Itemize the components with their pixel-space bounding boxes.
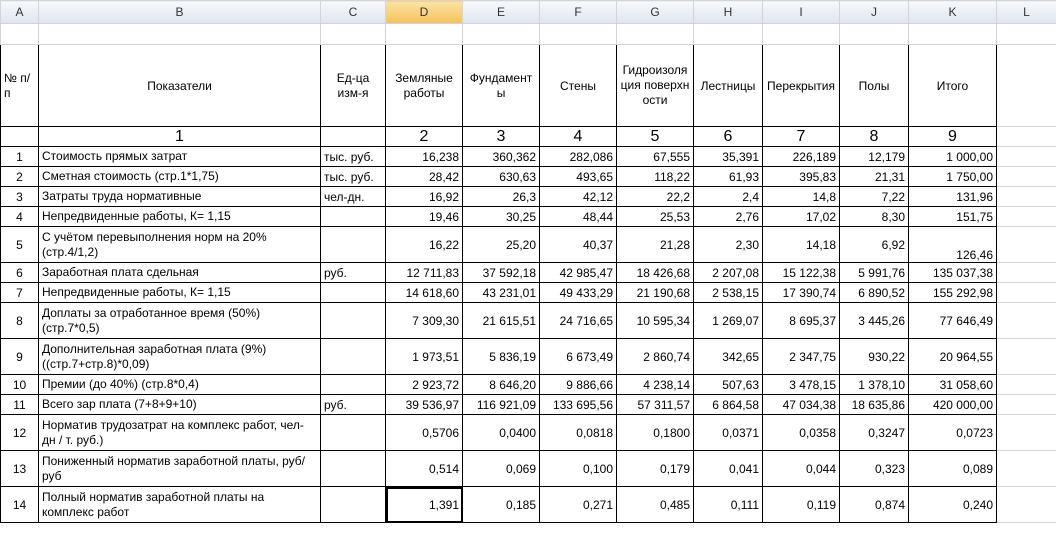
- value-cell[interactable]: 155 292,98: [909, 283, 997, 303]
- value-cell[interactable]: 1 378,10: [840, 375, 909, 395]
- value-cell[interactable]: 2 347,75: [763, 339, 840, 375]
- cell[interactable]: [997, 395, 1056, 415]
- numbering-cell[interactable]: 3: [463, 127, 540, 147]
- col-header-g[interactable]: G: [617, 1, 694, 24]
- value-cell[interactable]: 43 231,01: [463, 283, 540, 303]
- table-row: [1, 283, 1056, 303]
- table-row: [1, 487, 1056, 523]
- value-cell[interactable]: 6,92: [840, 227, 909, 263]
- row-number-cell[interactable]: 13: [1, 451, 39, 487]
- value-cell[interactable]: 3 445,26: [840, 303, 909, 339]
- value-cell[interactable]: 1 000,00: [909, 147, 997, 167]
- cell[interactable]: [997, 227, 1056, 263]
- value-cell[interactable]: 24 716,65: [540, 303, 617, 339]
- cell[interactable]: [997, 147, 1056, 167]
- table-row: [1, 451, 1056, 487]
- value-cell[interactable]: 21 615,51: [463, 303, 540, 339]
- value-cell[interactable]: 16,22: [386, 227, 463, 263]
- row-number-cell[interactable]: 9: [1, 339, 39, 375]
- row-number-cell[interactable]: 12: [1, 415, 39, 451]
- header-waterproofing[interactable]: Гидроизоляция поверхности: [617, 45, 694, 127]
- value-cell[interactable]: 0,044: [763, 451, 840, 487]
- cell[interactable]: [386, 24, 463, 45]
- row-unit-cell[interactable]: тыс. руб.: [321, 167, 386, 187]
- header-earthwork[interactable]: Земляные работы: [386, 45, 463, 127]
- table-row: [1, 415, 1056, 451]
- row-label-cell[interactable]: Затраты труда нормативные: [39, 187, 321, 207]
- value-cell[interactable]: 0,041: [694, 451, 763, 487]
- value-cell[interactable]: 17 390,74: [763, 283, 840, 303]
- value-cell[interactable]: 8 695,37: [763, 303, 840, 339]
- column-header-row: [1, 1, 1056, 24]
- row-label-cell[interactable]: Непредвиденные работы, К= 1,15: [39, 283, 321, 303]
- value-cell[interactable]: 126,46: [909, 227, 997, 263]
- header-indicator[interactable]: Показатели: [39, 45, 321, 127]
- value-cell[interactable]: 5 991,76: [840, 263, 909, 283]
- row-number-cell[interactable]: 8: [1, 303, 39, 339]
- numbering-cell[interactable]: 6: [694, 127, 763, 147]
- header-floors[interactable]: Полы: [840, 45, 909, 127]
- cell[interactable]: [39, 24, 321, 45]
- value-cell[interactable]: 493,65: [540, 167, 617, 187]
- value-cell[interactable]: 0,100: [540, 451, 617, 487]
- value-cell[interactable]: 15 122,38: [763, 263, 840, 283]
- row-label-cell[interactable]: Всего зар плата (7+8+9+10): [39, 395, 321, 415]
- table-row: [1, 303, 1056, 339]
- value-cell[interactable]: 0,0818: [540, 415, 617, 451]
- row-unit-cell[interactable]: [321, 487, 386, 523]
- row-label-cell[interactable]: Стоимость прямых затрат: [39, 147, 321, 167]
- value-cell[interactable]: 0,874: [840, 487, 909, 523]
- value-cell[interactable]: 6 890,52: [840, 283, 909, 303]
- cell[interactable]: [1, 24, 39, 45]
- value-cell[interactable]: 19,46: [386, 207, 463, 227]
- value-cell[interactable]: 10 595,34: [617, 303, 694, 339]
- value-cell[interactable]: 5 836,19: [463, 339, 540, 375]
- header-walls[interactable]: Стены: [540, 45, 617, 127]
- col-header-c[interactable]: C: [321, 1, 386, 24]
- table-row: [1, 375, 1056, 395]
- cell[interactable]: [997, 451, 1056, 487]
- value-cell[interactable]: 133 695,56: [540, 395, 617, 415]
- row-number-cell[interactable]: 6: [1, 263, 39, 283]
- value-cell[interactable]: 0,119: [763, 487, 840, 523]
- numbering-cell[interactable]: 9: [909, 127, 997, 147]
- col-header-a[interactable]: A: [1, 1, 39, 24]
- value-cell[interactable]: 2 207,08: [694, 263, 763, 283]
- header-stairs[interactable]: Лестницы: [694, 45, 763, 127]
- value-cell[interactable]: 0,271: [540, 487, 617, 523]
- value-cell[interactable]: 0,0358: [763, 415, 840, 451]
- row-label-cell[interactable]: С учётом перевыполнения норм на 20% (стр.4/1,2): [39, 227, 321, 263]
- row-label-cell[interactable]: Пониженный норматив заработной платы, руб/руб: [39, 451, 321, 487]
- value-cell[interactable]: 0,514: [386, 451, 463, 487]
- value-cell[interactable]: 12,179: [840, 147, 909, 167]
- cell[interactable]: [763, 24, 840, 45]
- col-header-d[interactable]: D: [386, 1, 463, 24]
- value-cell[interactable]: 0,089: [909, 451, 997, 487]
- col-header-h[interactable]: H: [694, 1, 763, 24]
- value-cell[interactable]: 0,323: [840, 451, 909, 487]
- cell[interactable]: [997, 487, 1056, 523]
- row-number-cell[interactable]: 3: [1, 187, 39, 207]
- numbering-cell[interactable]: 5: [617, 127, 694, 147]
- value-cell[interactable]: 0,0371: [694, 415, 763, 451]
- value-cell[interactable]: 2,30: [694, 227, 763, 263]
- row-number-cell[interactable]: 10: [1, 375, 39, 395]
- cell[interactable]: [321, 24, 386, 45]
- header-row: [1, 45, 1056, 127]
- value-cell[interactable]: 630,63: [463, 167, 540, 187]
- value-cell[interactable]: 0,185: [463, 487, 540, 523]
- row-unit-cell[interactable]: [321, 451, 386, 487]
- row-label-cell[interactable]: Непредвиденные работы, К= 1,15: [39, 207, 321, 227]
- row-label-cell[interactable]: Сметная стоимость (стр.1*1,75): [39, 167, 321, 187]
- row-unit-cell[interactable]: чел-дн.: [321, 187, 386, 207]
- numbering-cell[interactable]: 8: [840, 127, 909, 147]
- row-unit-cell[interactable]: [321, 207, 386, 227]
- value-cell[interactable]: 12 711,83: [386, 263, 463, 283]
- value-cell[interactable]: 0,179: [617, 451, 694, 487]
- col-header-k[interactable]: K: [909, 1, 997, 24]
- row-unit-cell[interactable]: тыс. руб.: [321, 147, 386, 167]
- cell[interactable]: [617, 24, 694, 45]
- value-cell[interactable]: 30,25: [463, 207, 540, 227]
- cell[interactable]: [997, 207, 1056, 227]
- col-header-b[interactable]: B: [39, 1, 321, 24]
- cell[interactable]: [540, 24, 617, 45]
- row-unit-cell[interactable]: [321, 303, 386, 339]
- value-cell[interactable]: 6 673,49: [540, 339, 617, 375]
- value-cell[interactable]: 25,53: [617, 207, 694, 227]
- row-unit-cell[interactable]: [321, 339, 386, 375]
- cell[interactable]: [997, 303, 1056, 339]
- value-cell[interactable]: 0,069: [463, 451, 540, 487]
- row-number-cell[interactable]: 14: [1, 487, 39, 523]
- value-cell[interactable]: 16,238: [386, 147, 463, 167]
- table-row: [1, 187, 1056, 207]
- value-cell[interactable]: 39 536,97: [386, 395, 463, 415]
- cell[interactable]: [997, 127, 1056, 147]
- value-cell[interactable]: 14,8: [763, 187, 840, 207]
- cell[interactable]: [840, 24, 909, 45]
- col-header-e[interactable]: E: [463, 1, 540, 24]
- blank-row: [1, 24, 1056, 45]
- value-cell[interactable]: 0,240: [909, 487, 997, 523]
- value-cell[interactable]: 18 635,86: [840, 395, 909, 415]
- value-cell[interactable]: 35,391: [694, 147, 763, 167]
- value-cell[interactable]: 282,086: [540, 147, 617, 167]
- value-cell[interactable]: 7,22: [840, 187, 909, 207]
- row-unit-cell[interactable]: руб.: [321, 395, 386, 415]
- value-cell[interactable]: 21 190,68: [617, 283, 694, 303]
- value-cell[interactable]: 77 646,49: [909, 303, 997, 339]
- row-label-cell[interactable]: Премии (до 40%) (стр.8*0,4): [39, 375, 321, 395]
- value-cell[interactable]: 2 860,74: [617, 339, 694, 375]
- row-number-cell[interactable]: 11: [1, 395, 39, 415]
- header-foundations[interactable]: Фундаменты: [463, 45, 540, 127]
- value-cell[interactable]: 8,30: [840, 207, 909, 227]
- header-total[interactable]: Итого: [909, 45, 997, 127]
- cell[interactable]: [694, 24, 763, 45]
- row-number-cell[interactable]: 4: [1, 207, 39, 227]
- row-label-cell[interactable]: Заработная плата сдельная: [39, 263, 321, 283]
- value-cell[interactable]: 0,3247: [840, 415, 909, 451]
- value-cell[interactable]: 1 750,00: [909, 167, 997, 187]
- value-cell[interactable]: 8 646,20: [463, 375, 540, 395]
- value-cell[interactable]: 0,0723: [909, 415, 997, 451]
- value-cell[interactable]: 1 973,51: [386, 339, 463, 375]
- cell[interactable]: [997, 24, 1056, 45]
- value-cell[interactable]: 2 923,72: [386, 375, 463, 395]
- value-cell[interactable]: 0,5706: [386, 415, 463, 451]
- value-cell[interactable]: 2,4: [694, 187, 763, 207]
- value-cell[interactable]: 342,65: [694, 339, 763, 375]
- value-cell[interactable]: 67,555: [617, 147, 694, 167]
- value-cell[interactable]: 37 592,18: [463, 263, 540, 283]
- col-header-j[interactable]: J: [840, 1, 909, 24]
- value-cell[interactable]: 49 433,29: [540, 283, 617, 303]
- row-number-cell[interactable]: 1: [1, 147, 39, 167]
- row-number-cell[interactable]: 7: [1, 283, 39, 303]
- cell[interactable]: [463, 24, 540, 45]
- value-cell[interactable]: 14 618,60: [386, 283, 463, 303]
- cell[interactable]: [997, 339, 1056, 375]
- value-cell[interactable]: 9 886,66: [540, 375, 617, 395]
- header-unit[interactable]: Ед-ца изм-я: [321, 45, 386, 127]
- row-unit-cell[interactable]: [321, 283, 386, 303]
- header-num[interactable]: № п/п: [1, 45, 39, 127]
- row-number-cell[interactable]: 5: [1, 227, 39, 263]
- cell[interactable]: [997, 263, 1056, 283]
- value-cell[interactable]: 42 985,47: [540, 263, 617, 283]
- col-header-f[interactable]: F: [540, 1, 617, 24]
- value-cell[interactable]: 0,0400: [463, 415, 540, 451]
- table-row: [1, 167, 1056, 187]
- value-cell[interactable]: 0,111: [694, 487, 763, 523]
- value-cell[interactable]: 31 058,60: [909, 375, 997, 395]
- value-cell[interactable]: 135 037,38: [909, 263, 997, 283]
- numbering-cell[interactable]: 2: [386, 127, 463, 147]
- cell[interactable]: [321, 127, 386, 147]
- cell[interactable]: [997, 415, 1056, 451]
- value-cell[interactable]: 420 000,00: [909, 395, 997, 415]
- value-cell[interactable]: 40,37: [540, 227, 617, 263]
- row-label-cell[interactable]: Норматив трудозатрат на комплекс работ, чел-дн / т. руб.): [39, 415, 321, 451]
- cell[interactable]: [1, 127, 39, 147]
- value-cell[interactable]: 26,3: [463, 187, 540, 207]
- numbering-cell[interactable]: 7: [763, 127, 840, 147]
- numbering-row: [1, 127, 1056, 147]
- value-cell[interactable]: 61,93: [694, 167, 763, 187]
- col-header-l[interactable]: L: [997, 1, 1056, 24]
- row-label-cell[interactable]: Доплаты за отработанное время (50%) (стр.7*0,5): [39, 303, 321, 339]
- table-row: [1, 263, 1056, 283]
- value-cell[interactable]: 226,189: [763, 147, 840, 167]
- value-cell[interactable]: 21,31: [840, 167, 909, 187]
- value-cell[interactable]: 20 964,55: [909, 339, 997, 375]
- row-unit-cell[interactable]: руб.: [321, 263, 386, 283]
- value-cell[interactable]: 21,28: [617, 227, 694, 263]
- value-cell[interactable]: 6 864,58: [694, 395, 763, 415]
- row-label-cell[interactable]: Дополнительная заработная плата (9%) ((стр.7+стр.8)*0,09): [39, 339, 321, 375]
- table-row: [1, 339, 1056, 375]
- value-cell[interactable]: 131,96: [909, 187, 997, 207]
- value-cell[interactable]: 395,83: [763, 167, 840, 187]
- value-cell[interactable]: 118,22: [617, 167, 694, 187]
- value-cell[interactable]: 42,12: [540, 187, 617, 207]
- numbering-cell[interactable]: 1: [39, 127, 321, 147]
- value-cell[interactable]: 18 426,68: [617, 263, 694, 283]
- value-cell[interactable]: 28,42: [386, 167, 463, 187]
- row-unit-cell[interactable]: [321, 375, 386, 395]
- cell[interactable]: [997, 167, 1056, 187]
- value-cell[interactable]: 2 538,15: [694, 283, 763, 303]
- value-cell[interactable]: 507,63: [694, 375, 763, 395]
- value-cell[interactable]: 4 238,14: [617, 375, 694, 395]
- row-label-cell[interactable]: Полный норматив заработной платы на комплекс работ: [39, 487, 321, 523]
- header-floors-slabs[interactable]: Перекрытия: [763, 45, 840, 127]
- value-cell[interactable]: 7 309,30: [386, 303, 463, 339]
- value-cell[interactable]: 3 478,15: [763, 375, 840, 395]
- row-number-cell[interactable]: 2: [1, 167, 39, 187]
- table-row: [1, 147, 1056, 167]
- value-cell[interactable]: 22,2: [617, 187, 694, 207]
- cell[interactable]: [997, 283, 1056, 303]
- value-cell[interactable]: 360,362: [463, 147, 540, 167]
- value-cell[interactable]: 930,22: [840, 339, 909, 375]
- value-cell[interactable]: 16,92: [386, 187, 463, 207]
- value-cell[interactable]: 0,485: [617, 487, 694, 523]
- value-cell[interactable]: 25,20: [463, 227, 540, 263]
- value-cell[interactable]: 151,75: [909, 207, 997, 227]
- value-cell[interactable]: 116 921,09: [463, 395, 540, 415]
- value-cell[interactable]: 0,1800: [617, 415, 694, 451]
- value-cell[interactable]: 1,391: [386, 487, 463, 523]
- value-cell[interactable]: 47 034,38: [763, 395, 840, 415]
- cell[interactable]: [997, 187, 1056, 207]
- numbering-cell[interactable]: 4: [540, 127, 617, 147]
- value-cell[interactable]: 17,02: [763, 207, 840, 227]
- col-header-i[interactable]: I: [763, 1, 840, 24]
- table-row: [1, 207, 1056, 227]
- value-cell[interactable]: 2,76: [694, 207, 763, 227]
- row-unit-cell[interactable]: [321, 227, 386, 263]
- value-cell[interactable]: 14,18: [763, 227, 840, 263]
- value-cell[interactable]: 48,44: [540, 207, 617, 227]
- row-unit-cell[interactable]: [321, 415, 386, 451]
- cell[interactable]: [997, 45, 1056, 127]
- value-cell[interactable]: 57 311,57: [617, 395, 694, 415]
- cell[interactable]: [909, 24, 997, 45]
- value-cell[interactable]: 1 269,07: [694, 303, 763, 339]
- table-row: [1, 395, 1056, 415]
- cell[interactable]: [997, 375, 1056, 395]
- table-row: [1, 227, 1056, 263]
